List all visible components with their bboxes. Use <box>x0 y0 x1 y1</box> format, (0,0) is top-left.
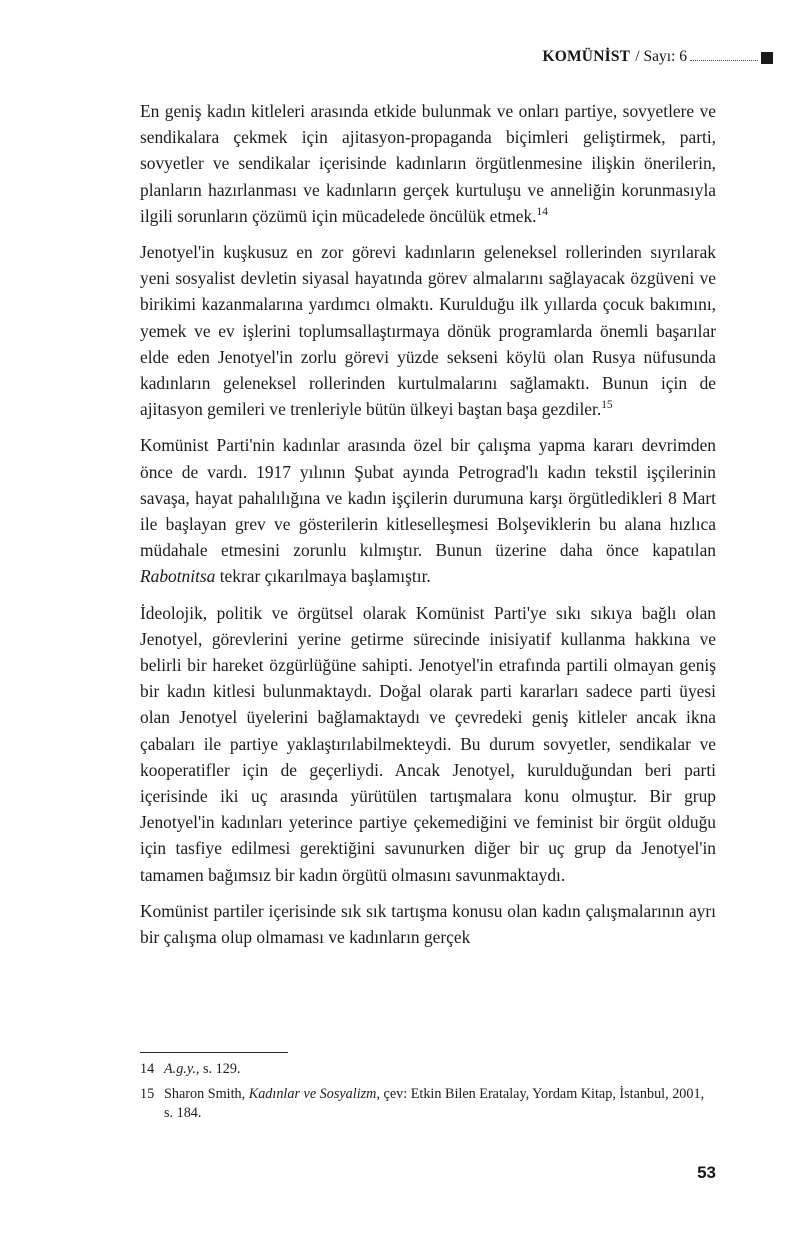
publication-title: KOMÜNİST <box>542 48 631 65</box>
paragraph-5 <box>140 898 716 950</box>
paragraph-4-text: İdeolojik, politik ve örgütsel olarak Komünist Parti'ye sıkı sıkıya bağlı olan Jenotyel, görevlerini yerine getirme sürecinde inisiyatif kullanma hakkına ve belirli bir hareket özgürlüğüne sahipti. Jenotyel'in etrafında partili olmayan geniş bir kadın kitlesi bulunmaktaydı. Doğal olarak parti kararları sadece parti üyesi olan Jenotyel üyelerini bağlamaktaydı ve çevredeki geniş kitleler ancak ikna çabaları ile partiye yaklaştırılabilmekteydi. Bu durum sovyetler, sendikalar ve kooperatifler için de geçerliydi. Ancak Jenotyel, kurulduğundan beri parti içerisinde iki uç arasında yürütülen tartışmalara konu olmuştur. Bir grup Jenotyel'in kadınları yeterince partiye çekemediğini ve feminist bir örgüt olduğu için tasfiye edilmesi gerektiğini savunurken diğer bir uç grup da Jenotyel'in tamamen bağımsız bir kadın örgütü olmasını savunmaktaydı. <box>140 602 716 885</box>
journal-title-rabotnitsa: Rabotnitsa <box>140 566 216 587</box>
paragraph-1 <box>140 98 716 229</box>
running-header <box>140 44 773 70</box>
book-title-kadinlar-ve-sosyalizm: Kadınlar ve Sosyalizm <box>248 1086 377 1102</box>
paragraph-2-text: Jenotyel'in kuşkusuz en zor görevi kadınların geleneksel rollerinden sıyrılarak yeni sosyalist devletin siyasal hayatında görev almalarını sağlayacak özgüveni ve birikimi kazanmalarına yardımcı olmaktı. Kurulduğu ilk yıllarda çocuk bakımını, yemek ve ev işlerini toplumsallaştırmaya dönük programlarda önemli başarılar elde eden Jenotyel'in zorlu görevi yüzde sekseni köylü olan Rusya nüfusunda kadınların geleneksel rollerinden kurtulmalarını sağlamaktı. Bunun için de ajitasyon gemileri ve trenleriyle bütün ülkeyi baştan başa gezdiler. <box>140 242 716 420</box>
issue-number: Sayı: 6 <box>643 48 687 65</box>
footnote-item-14 <box>140 1060 716 1079</box>
footnote-number-15: 15 <box>140 1086 155 1102</box>
paragraph-1-text: En geniş kadın kitleleri arasında etkide bulunmak ve onları partiye, sovyetlere ve sendikalara çekmek için ajitasyon-propaganda biçimleri geliştirmek, parti, sovyetler ve sendikalar içerisinde kadınların örgütlenmesine ilişkin önerilerin, planların hazırlanması ve kadınların gerçek kurtuluşu ve anneliğin korunmasıyla ilgili sorunların çözümü için mücadelede öncülük etmek. <box>140 101 716 226</box>
header-separator: / <box>635 48 640 65</box>
footnotes-section <box>140 1052 716 1123</box>
footnote-15-text-before: Sharon Smith, <box>164 1086 249 1102</box>
page-number: 53 <box>697 1163 716 1182</box>
paragraph-5-text: Komünist partiler içerisinde sık sık tartışma konusu olan kadın çalışmalarının ayrı bir çalışma olup olmaması ve kadınların gerçek <box>140 900 716 948</box>
paragraph-3-text-before: Komünist Parti'nin kadınlar arasında özel bir çalışma yapma kararı devrimden önce de vardı. 1917 yılının Şubat ayında Petrograd'lı kadın tekstil işçilerinin savaşa, hayat pahalılığına ve kadın işçilerin durumuna karşı örgütledikleri 8 Mart ile başlayan grev ve gösterilerin kitleselleşmesi Bolşeviklerin bu alana hızlıca müdahale etmesini zorunlu kılmıştır. Bunun üzerine daha önce kapatılan <box>140 435 716 561</box>
body-text-column <box>140 98 716 950</box>
footnote-number-14: 14 <box>140 1061 155 1077</box>
footnote-15-text-after: , çev: Etkin Bilen Eratalay, Yordam Kitap, İstanbul, 2001, s. 184. <box>164 1086 705 1121</box>
paragraph-3 <box>140 432 716 589</box>
footnote-marker-15[interactable]: 15 <box>601 399 613 412</box>
footnote-item-15 <box>140 1085 716 1123</box>
paragraph-4 <box>140 600 716 888</box>
paragraph-3-text-after: tekrar çıkarılmaya başlamıştır. <box>215 566 431 587</box>
paragraph-2 <box>140 239 716 422</box>
footnote-separator-rule <box>140 1052 288 1053</box>
footnote-14-italic: A.g.y. <box>164 1061 196 1077</box>
footnote-14-rest: , s. 129. <box>195 1061 241 1077</box>
header-square-marker <box>761 52 773 64</box>
footnote-marker-14[interactable]: 14 <box>536 206 548 219</box>
dotted-leader-line <box>690 59 758 61</box>
